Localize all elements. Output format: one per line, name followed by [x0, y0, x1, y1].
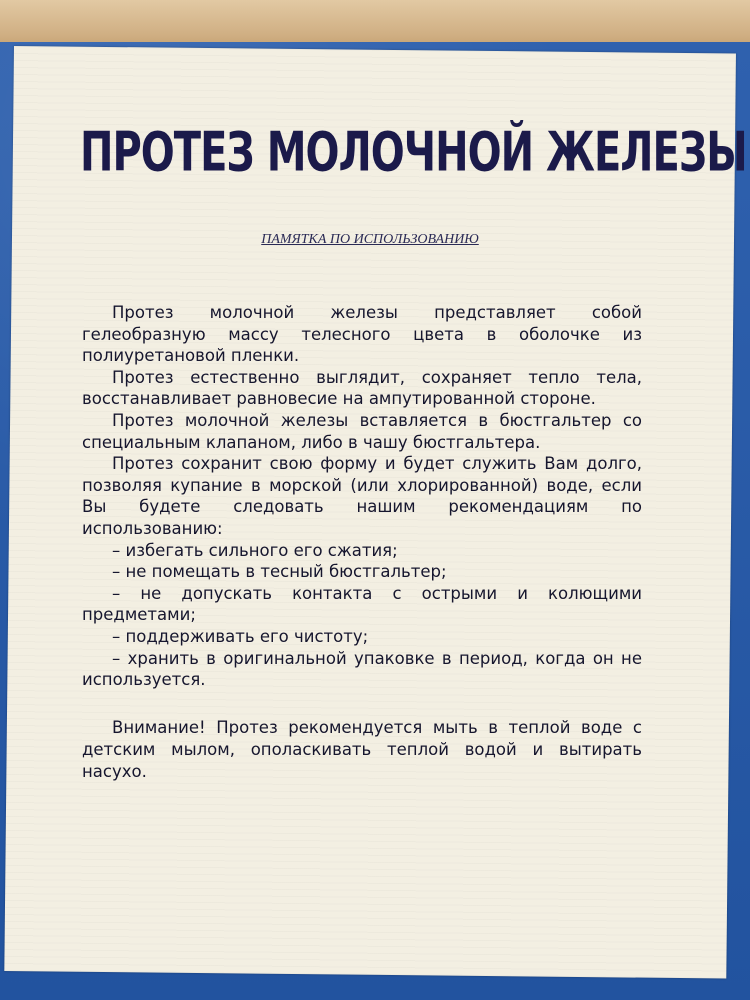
recommendation-item: – не допускать контакта с острыми и колющими предметами;: [82, 583, 642, 625]
care-note-text: Внимание! Протез рекомендуется мыть в теплой воде с детским мылом, ополаскивать теплой водой и вытирать насухо.: [82, 718, 642, 781]
document-title: ПРОТЕЗ МОЛОЧНОЙ ЖЕЛЕЗЫ: [80, 122, 747, 185]
recommendation-item: – хранить в оригинальной упаковке в период, когда он не используется.: [82, 648, 642, 690]
document-subtitle: ПАМЯТКА ПО ИСПОЛЬЗОВАНИЮ: [261, 232, 479, 247]
care-note: [82, 717, 642, 783]
recommendation-item: – поддерживать его чистоту;: [112, 626, 369, 646]
paragraph-3: Протез молочной железы вставляется в бюстгальтер со специальным клапаном, либо в чашу бюстгальтера.: [82, 410, 642, 452]
paragraph-2: Протез естественно выглядит, сохраняет тепло тела, восстанавливает равновесие на ампутированной стороне.: [82, 367, 642, 409]
instruction-body: [82, 302, 642, 691]
paragraph-4: Протез сохранит свою форму и будет служить Вам долго, позволяя купание в морской (или хлорированной) воде, если Вы будете следовать нашим рекомендациям по использованию:: [82, 454, 642, 538]
paragraph-1: Протез молочной железы представляет собой гелеобразную массу телесного цвета в оболочке из полиуретановой пленки.: [82, 303, 642, 366]
recommendation-item: – избегать сильного его сжатия;: [112, 540, 398, 560]
recommendation-item: – не помещать в тесный бюстгальтер;: [112, 562, 447, 582]
